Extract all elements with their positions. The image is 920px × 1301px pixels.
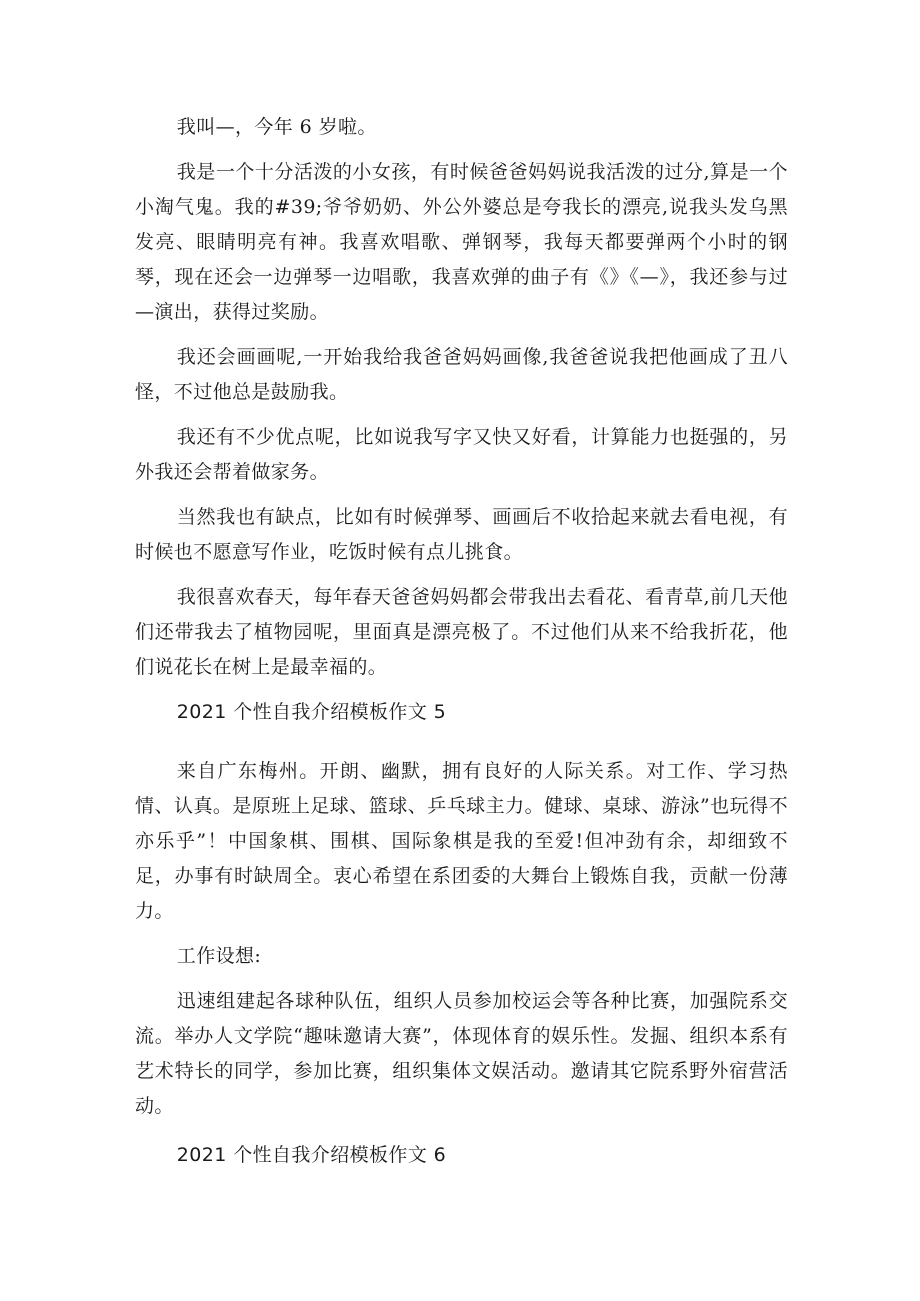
paragraph-work-plan: 迅速组建起各球种队伍，组织人员参加校运会等各种比赛，加强院系交流。举办人文学院“趣味邀请大赛”，体现体育的娱乐性。发掘、组织本系有艺术特长的同学，参加比赛，组织集体文娱活动。邀请其它院系野外宿营活动。 bbox=[135, 990, 788, 1117]
paragraph-self-intro: 来自广东梅州。开朗、幽默，拥有良好的人际关系。对工作、学习热情、认真。是原班上足球、篮球、乒乓球主力。健球、桌球、游泳”也玩得不亦乐乎”！中国象棋、围棋、国际象棋是我的至爱!但冲劲有余，却细致不足，办事有时缺周全。衷心希望在系团委的大舞台上锻炼自我，贡献一份薄力。 bbox=[135, 760, 788, 922]
paragraph-weaknesses: 当然我也有缺点，比如有时候弹琴、画画后不收拾起来就去看电视，有时候也不愿意写作业，吃饭时候有点儿挑食。 bbox=[135, 506, 788, 563]
paragraph-work-plan-label: 工作设想: bbox=[176, 945, 262, 967]
paragraph-strengths: 我还有不少优点呢，比如说我写字又快又好看，计算能力也挺强的，另外我还会帮着做家务。 bbox=[135, 426, 788, 483]
paragraph-personality: 我是一个十分活泼的小女孩，有时候爸爸妈妈说我活泼的过分,算是一个小淘气鬼。我的#39;爷爷奶奶、外公外婆总是夸我长的漂亮,说我头发乌黑发亮、眼睛明亮有神。我喜欢唱歌、弹钢琴，我每天都要弹两个小时的钢琴，现在还会一边弹琴一边唱歌，我喜欢弹的曲子有《》《—》，我还参与过—演出，获得过奖励。 bbox=[135, 161, 788, 323]
paragraph-spring: 我很喜欢春天，每年春天爸爸妈妈都会带我出去看花、看青草,前几天他们还带我去了植物园呢，里面真是漂亮极了。不过他们从来不给我折花，他们说花长在树上是最幸福的。 bbox=[135, 586, 788, 678]
section-heading-6: 2021 个性自我介绍模板作文 6 bbox=[176, 1144, 447, 1166]
document-body bbox=[135, 110, 788, 1195]
paragraph-intro-name: 我叫—，今年 6 岁啦。 bbox=[176, 116, 377, 138]
paragraph-drawing: 我还会画画呢,一开始我给我爸爸妈妈画像,我爸爸说我把他画成了丑八怪，不过他总是鼓励我。 bbox=[135, 346, 788, 403]
section-heading-5: 2021 个性自我介绍模板作文 5 bbox=[176, 701, 447, 723]
